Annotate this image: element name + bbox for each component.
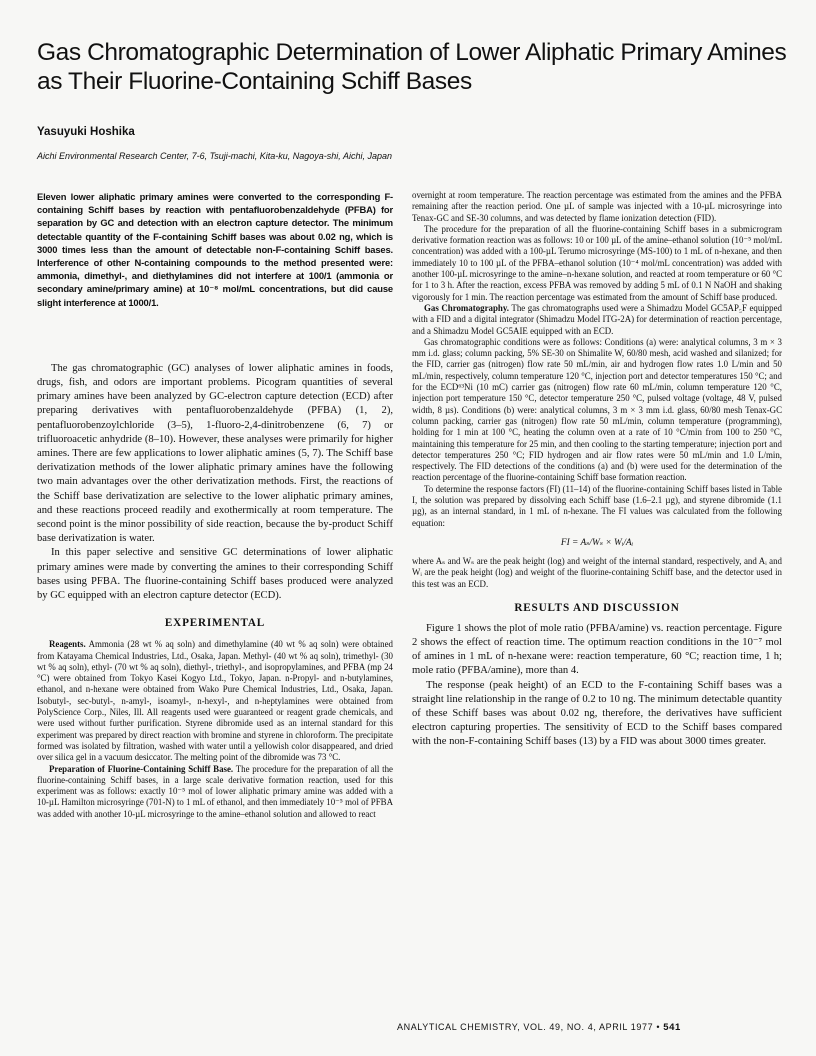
- author-name: Yasuyuki Hoshika: [37, 126, 135, 138]
- response-factor-equation: FI = Aₛ/Wₛ × Wᵢ/Aᵢ: [560, 537, 634, 548]
- intro-paragraph-1: The gas chromatographic (GC) analyses of lower aliphatic amines in foods, drugs, fish, and odors are important problems. Picogram quantities of several primary amines have been analyzed by GC-electron capture detection (ECD) after preparing derivatives with pentafluorobenzaldehyde (PFBA) (1, 2), pentafluorobenzoylchloride (3–5), 1-fluoro-2,4-dinitrobenzene (6, 7) or trifluoroacetic anhydride (8–10). However, these analyses were primarily for higher amines. There are few applications to lower aliphatic amines (5, 7). The Schiff base derivatization methods of the lower aliphatic primary amines have the following two main advantages over the other derivatization methods. First, the reactions of the Schiff base derivatization are selective to the lower aliphatic primary amines, and these reactions proceed readily and exothermically at room temperature. The second point is the minor possibility of side reaction, because the by-product Schiff base derivatization is water.: [37, 362, 393, 545]
- response-factor-paragraph: To determine the response factors (FI) (11–14) of the fluorine-containing Schiff bases listed in Table I, the solution was prepared by dissolving each Schiff base (1.6–2.1 µg), and styrene dibromide (1.1 µg), as an internal standard, in 1 mL of n-hexane. The FI values was calculated from the following equation:: [412, 483, 782, 528]
- equation-definition-paragraph: where Aₛ and Wₛ are the peak height (log) and weight of the internal standard, respectively, and Aᵢ and Wᵢ are the peak height (log) and weight of the fluorine-containing Schiff base, and the detector used in this test was an ECD.: [412, 555, 782, 589]
- results-paragraph-1: Figure 1 shows the plot of mole ratio (PFBA/amine) vs. reaction percentage. Figure 2 shows the effect of reaction time. The optimum reaction conditions in the 10⁻⁷ mol of amines in 1 mL of n-hexane were: reaction temperature, 60 °C; reaction time, 1 h; mole ratio (PFBA/amine), more than 4.: [412, 622, 782, 677]
- gas-chromatography-paragraph: [412, 303, 782, 337]
- reagents-paragraph: [37, 639, 393, 763]
- reagents-heading: Reagents.: [49, 639, 86, 650]
- reagents-text: Ammonia (28 wt % aq soln) and dimethylamine (40 wt % aq soln) were obtained from Katayama Chemical Industries, Ltd., Osaka, Japan. Methyl- (40 wt % aq soln), trimethyl- (30 wt % aq soln), ethyl- (70 wt % aq soln), diethyl-, triethyl-, and isopropylamines, and PFBA (mp 24 °C) were obtained from Tokyo Kasei Kogyo Ltd., Tokyo, Japan. n-Propyl- and n-butylamines, ethanol, and n-hexane were obtained from Wako Pure Chemical Industries, Ltd., Osaka, Japan. Isobutyl-, sec-butyl-, n-amyl-, isoamyl-, n-hexyl-, and n-heptylamines were obtained from PolyScience Corp., Niles, Ill. All reagents used were guaranteed or reagent grade chemicals, and were used without further purification. Styrene dibromide used as an internal standard for this experiment was prepared by direct reaction with bromine and styrene in chloroform. The precipitate formed was isolated by filtration, washed with water until a yellowish color disappeared, and dried over silica gel in a vacuum desiccator. The melting point of the dibromide was 73 °C.: [37, 639, 393, 763]
- preparation-heading: Preparation of Fluorine-Containing Schiff Base.: [49, 763, 234, 774]
- preparation-paragraph: [37, 764, 393, 820]
- results-heading: RESULTS AND DISCUSSION: [514, 601, 680, 614]
- article-title: Gas Chromatographic Determination of Lower Aliphatic Primary Amines as Their Fluorine-Containing Schiff Bases: [37, 39, 787, 95]
- left-column: [37, 190, 393, 820]
- page-footer: [397, 1022, 681, 1033]
- page-number: 541: [663, 1022, 681, 1033]
- preparation-text: The procedure for the preparation of all the fluorine-containing Schiff bases, in a large scale derivative formation reaction, used for this experiment was as follows: exactly 10⁻⁵ mol of lower aliphatic primary amine was added with a 10-µL Hamilton microsyringe (701-N) to 1 mL of ethanol, and then immediately 10⁻⁵ mol of PFBA was added with another 10-µL microsyringe to the amine–ethanol solution and allowed to react: [37, 763, 393, 819]
- author-affiliation: Aichi Environmental Research Center, 7-6, Tsuji-machi, Kita-ku, Nagoya-shi, Aichi, Japan: [37, 151, 392, 161]
- abstract: Eleven lower aliphatic primary amines were converted to the corresponding F-containing Schiff bases by reaction with pentafluorobenzaldehyde (PFBA) for separation by GC and detection with an electron capture detector. The minimum detectable quantity of the F-containing Schiff bases was about 0.02 ng, which is 3000 times less than the amount of detectable non-F-containing Schiff bases. Interference of other N-containing compounds to the method presented were: ammonia, dimethyl-, and diethylamines did not interfere at 100/1 (ammonia or secondary amine/primary amine) at 10⁻⁸ mol/mL concentrations, but did cause slight interference at 1000/1.: [37, 191, 393, 308]
- gc-conditions-paragraph: Gas chromatographic conditions were as follows: Conditions (a) were: analytical columns, 3 m × 3 mm i.d. glass; column packing, 5% SE-30 on Shimalite W, 60/80 mesh, acid washed and silanized; for the FID, carrier gas (nitrogen) flow rate 50 mL/min, air and hydrogen flow rates 1.0 L/min and 50 mL/min, respectively, column temperature 120 °C, injection port and detector temperatures 150 °C; and for the ECD⁶³Ni (10 mC) carrier gas (nitrogen) flow rate 60 mL/min, column temperature 120 °C, injection port temperature 150 °C, detector temperature 250 °C, pulsed voltage (voltage, 48 V, pulsed width, 8 µs). Conditions (b) were: analytical columns, 3 m × 3 mm i.d. glass, 60/80 mesh Tenax-GC column packing, carrier gas (nitrogen) flow rate 50 mL/min, column temperature (programming), holding for 1 min at 100 °C, heating the column oven at a rate of 10 °C/min from 100 to 250 °C, maintaining this temperature for 25 min, and then cooling to the starting temperature; injection port and detector temperatures 250 °C; FID hydrogen and air flow rates were 50 mL/min and 1.0 L/min, respectively. The FID detections of the conditions (a) and (b) were used for the determination of the reaction percentage of the fluorine-containing Schiff base formation reaction.: [412, 336, 782, 483]
- experimental-heading: EXPERIMENTAL: [164, 617, 266, 630]
- procedure-continued-paragraph: overnight at room temperature. The reaction percentage was estimated from the amines and the PFBA remaining after the reaction period. One µL of sample was injected with a 10-µL microsyringe into Tenax-GC and SE-30 columns, and was detected by flame ionization detection (FID).: [412, 190, 782, 223]
- journal-citation: ANALYTICAL CHEMISTRY, VOL. 49, NO. 4, APRIL 1977: [397, 1022, 654, 1032]
- right-column: [412, 190, 782, 750]
- results-paragraph-2: The response (peak height) of an ECD to the F-containing Schiff bases was a straight line relationship in the range of 0.2 to 10 ng. The minimum detectable quantity of these Schiff bases was about 0.02 ng, therefore, the derivatives have sufficient electron capturing properties. The sensitivity of ECD to the Schiff bases compared with the non-F-containing Schiff bases (13) by a FID was about 3000 times greater.: [412, 679, 782, 748]
- gas-chromatography-heading: Gas Chromatography.: [424, 302, 509, 313]
- submicrogram-procedure-paragraph: The procedure for the preparation of all the fluorine-containing Schiff bases in a submicrogram derivative formation reaction was as follows: 10 or 100 µL of the amine–ethanol solution (10⁻⁵ mol/mL concentration) was added with a 100-µL Terumo microsyringe (MS-100) to 1 mL of n-hexane, and then immediately 10 to 100 µL of the PFBA–ethanol solution (10⁻⁴ mol/mL concentration) was added with another 100-µL microsyringe to the amine–n-hexane solution, and reacted at room temperature or 60 °C for 1 to 3 h. After the reaction, excess PFBA was removed by adding 5 mL of 0.1 N NaOH and shaking vigorously for 1 min. The reaction percentage was estimated from the amount of Schiff base produced.: [412, 223, 782, 302]
- footer-bullet: •: [656, 1022, 661, 1032]
- gas-chromatography-text: The gas chromatographs used were a Shimadzu Model GC5AP₅F equipped with a FID and a digital integrator (Shimadzu Model ITG-2A) for determination of reaction percentage, and a Shimadzu Model GC5AIE equipped with an ECD.: [412, 302, 782, 336]
- intro-paragraph-2: In this paper selective and sensitive GC determinations of lower aliphatic primary amines were made by converting the amines to their corresponding Schiff bases using PFBA. The fluorine-containing Schiff bases produced were analyzed by GC equipped with an electron capture detector (ECD).: [37, 547, 393, 602]
